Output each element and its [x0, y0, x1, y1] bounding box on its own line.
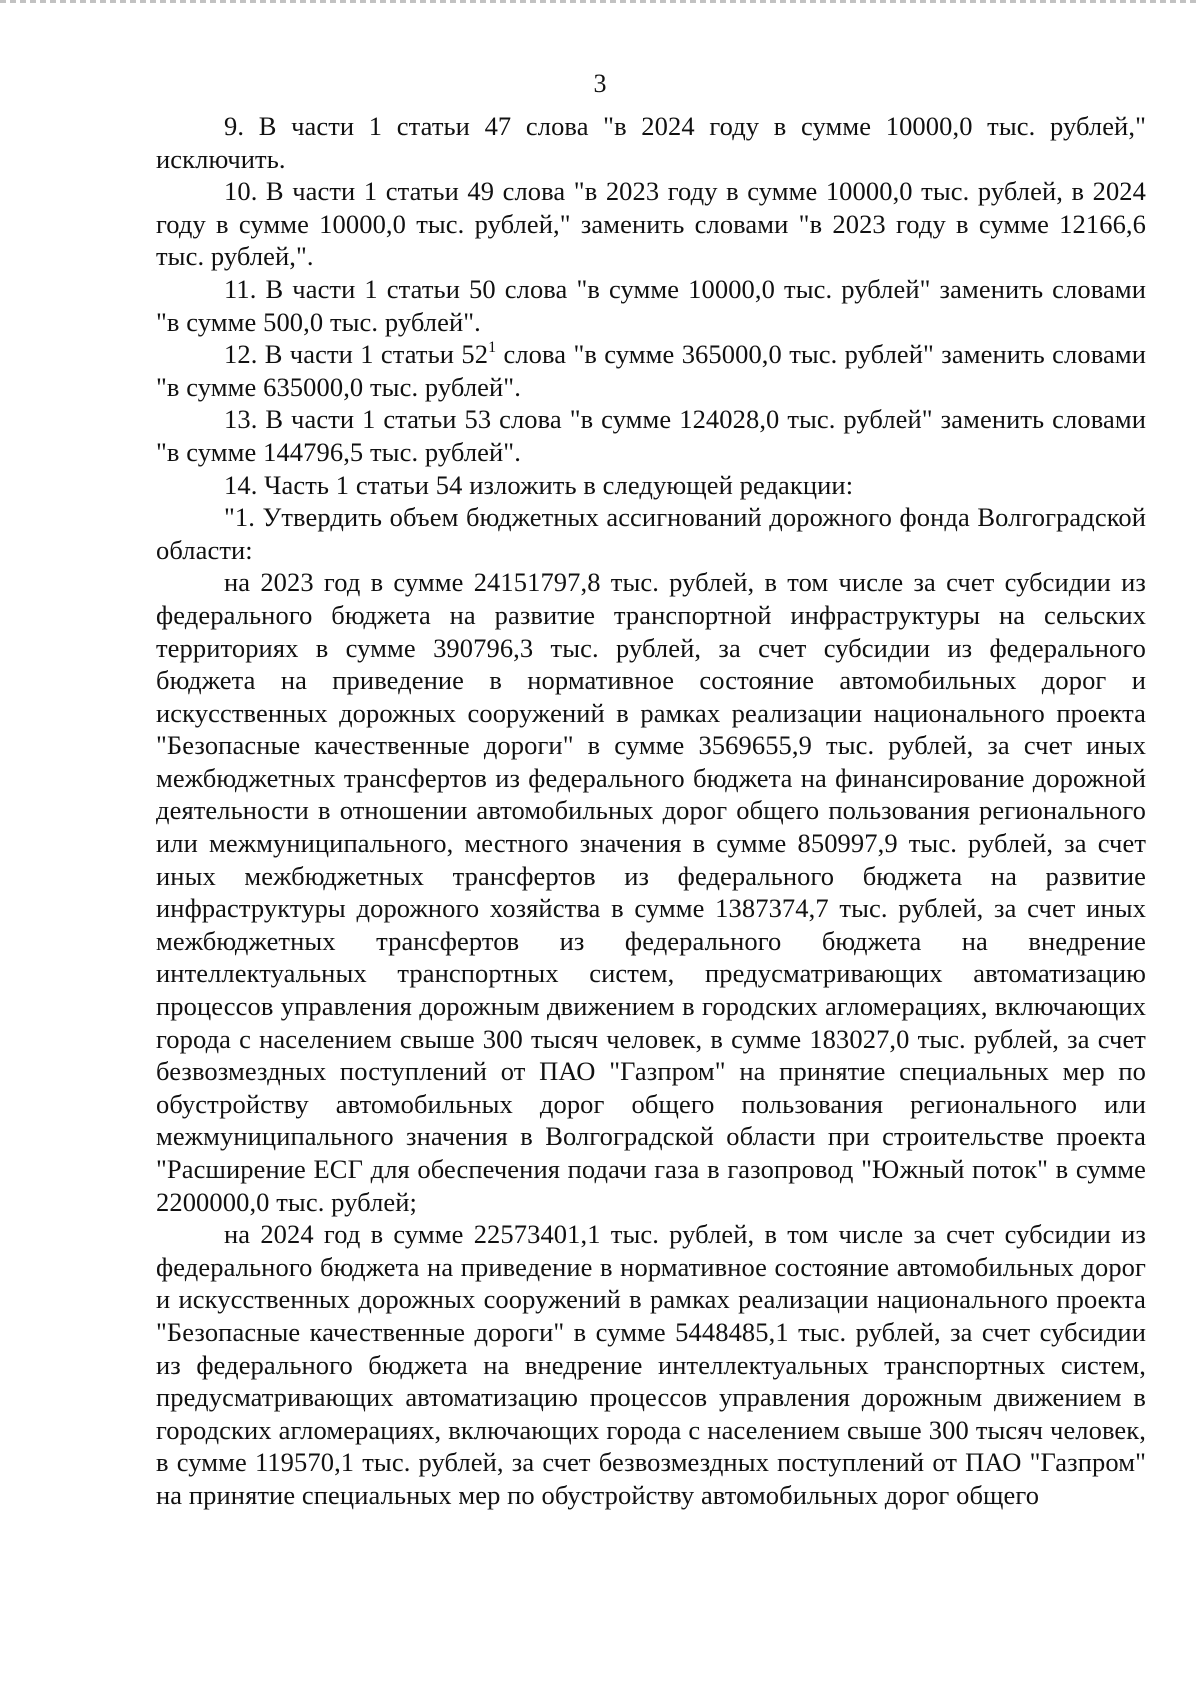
paragraph-12-before: 12. В части 1 статьи 52 [224, 339, 489, 370]
article-superscript: 1 [488, 339, 497, 357]
scan-top-edge [0, 0, 1200, 3]
paragraph-12-after: слова "в сумме 365000,0 тыс. рублей" заменить словами "в сумме 635000,0 тыс. рублей". [156, 339, 1146, 402]
document-body [156, 110, 1146, 1512]
paragraph-quote-1: "1. Утвердить объем бюджетных ассигнований дорожного фонда Волгоградской области: [156, 502, 1146, 565]
paragraph-2024: на 2024 год в сумме 22573401,1 тыс. рублей, в том числе за счет субсидии из федерального бюджета на приведение в нормативное состояние автомобильных дорог и искусственных дорожных сооружений в рамках реализации национального проекта "Безопасные качественные дороги" в сумме 5448485,1 тыс. рублей, за счет субсидии из федерального бюджета на внедрение интеллектуальных транспортных систем, предусматривающих автоматизацию процессов управления дорожным движением в городских агломерациях, включающих города с населением свыше 300 тысяч человек, в сумме 119570,1 тыс. рублей, за счет безвозмездных поступлений от ПАО "Газпром" на принятие специальных мер по обустройству автомобильных дорог общего [156, 1219, 1146, 1510]
paragraph-14: 14. Часть 1 статьи 54 изложить в следующей редакции: [224, 469, 854, 500]
paragraph-9: 9. В части 1 статьи 47 слова "в 2024 году в сумме 10000,0 тыс. рублей," исключить. [156, 111, 1146, 174]
paragraph-10: 10. В части 1 статьи 49 слова "в 2023 году в сумме 10000,0 тыс. рублей, в 2024 году в сумме 10000,0 тыс. рублей," заменить словами "в 2023 году в сумме 12166,6 тыс. рублей,". [156, 176, 1146, 272]
paragraph-2023: на 2023 год в сумме 24151797,8 тыс. рублей, в том числе за счет субсидии из федерального бюджета на развитие транспортной инфраструктуры на сельских территориях в сумме 390796,3 тыс. рублей, за счет субсидии из федерального бюджета на приведение в нормативное состояние автомобильных дорог и искусственных дорожных сооружений в рамках реализации национального проекта "Безопасные качественные дороги" в сумме 3569655,9 тыс. рублей, за счет иных межбюджетных трансфертов из федерального бюджета на финансирование дорожной деятельности в отношении автомобильных дорог общего пользования регионального или межмуниципального, местного значения в сумме 850997,9 тыс. рублей, за счет иных межбюджетных трансфертов из федерального бюджета на развитие инфраструктуры дорожного хозяйства в сумме 1387374,7 тыс. рублей, за счет иных межбюджетных трансфертов из федерального бюджета на внедрение интеллектуальных транспортных систем, предусматривающих автоматизацию процессов управления дорожным движением в городских агломерациях, включающих города с населением свыше 300 тысяч человек, в сумме 183027,0 тыс. рублей, за счет безвозмездных поступлений от ПАО "Газпром" на принятие специальных мер по обустройству автомобильных дорог общего пользования регионального или межмуниципального значения в Волгоградской области при строительстве проекта "Расширение ЕСГ для обеспечения подачи газа в газопровод "Южный поток" в сумме 2200000,0 тыс. рублей; [156, 567, 1146, 1217]
paragraph-11: 11. В части 1 статьи 50 слова "в сумме 10000,0 тыс. рублей" заменить словами "в сумме 500,0 тыс. рублей". [156, 273, 1146, 337]
paragraph-12 [156, 338, 1146, 403]
paragraph-13: 13. В части 1 статьи 53 слова "в сумме 124028,0 тыс. рублей" заменить словами "в сумме 144796,5 тыс. рублей". [156, 404, 1146, 467]
page-number: 3 [593, 69, 607, 98]
